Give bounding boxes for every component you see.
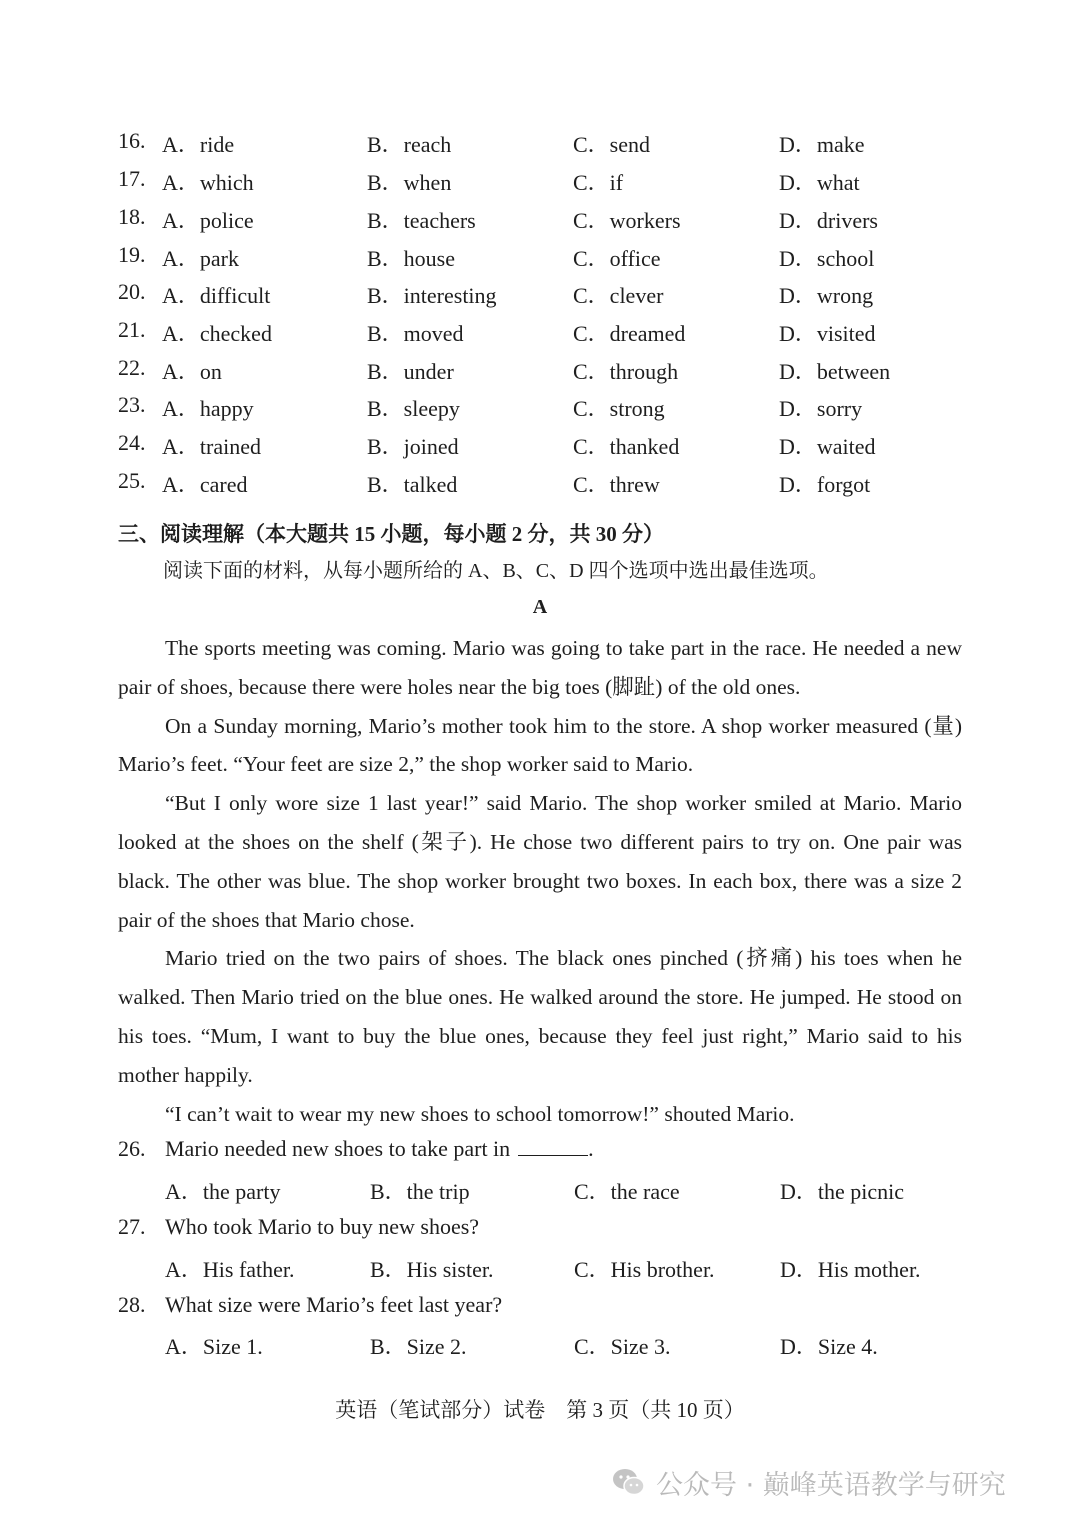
option-c: C．strong — [573, 396, 665, 421]
option-a: A．on — [162, 359, 222, 384]
option-d: D．His mother. — [780, 1257, 921, 1282]
option-a: A．happy — [162, 396, 254, 421]
wechat-icon — [612, 1467, 646, 1497]
option-c: C．if — [573, 170, 624, 195]
option-a: A．which — [162, 170, 254, 195]
option-b: B．Size 2. — [370, 1334, 467, 1359]
option-c: C．workers — [573, 208, 681, 233]
option-d: D．waited — [779, 434, 876, 459]
question-number: 17. — [118, 166, 146, 191]
question-number: 22. — [118, 355, 146, 380]
question-text: Mario needed new shoes to take part in — [165, 1136, 511, 1161]
option-b: B．moved — [367, 321, 464, 346]
question-number: 19. — [118, 242, 146, 267]
option-c: C．His brother. — [574, 1257, 715, 1282]
question-number: 16. — [118, 128, 146, 153]
passage-paragraph: Mario tried on the two pairs of shoes. The black ones pinched (挤痛) his toes when he walked. Then Mario tried on the blue ones. He walked around the store. He jumped. He stood on his toes. “Mum, I want to buy the blue ones, because they feel just right,” Mario said to his mother happily. — [118, 946, 962, 1087]
reading-passage — [118, 629, 962, 1133]
option-b: B．teachers — [367, 208, 476, 233]
option-a: A．park — [162, 246, 239, 271]
option-row — [0, 128, 1080, 166]
question-number: 20. — [118, 279, 146, 304]
option-row — [0, 355, 1080, 393]
option-a: A．ride — [162, 132, 235, 157]
option-c: C．dreamed — [573, 321, 686, 346]
option-row — [0, 242, 1080, 280]
question-number: 28. — [118, 1292, 146, 1317]
option-c: C．thanked — [573, 434, 680, 459]
option-d: D．make — [779, 132, 865, 157]
option-d: D．sorry — [779, 396, 863, 421]
question-number: 23. — [118, 392, 146, 417]
option-row — [0, 279, 1080, 317]
watermark-text: 公众号 · 巅峰英语教学与研究 — [656, 1469, 1006, 1501]
option-c: C．send — [573, 132, 651, 157]
option-b: B．when — [367, 170, 452, 195]
question-number: 26. — [118, 1136, 146, 1161]
option-d: D．between — [779, 359, 891, 384]
option-row — [0, 166, 1080, 204]
option-d: D．the picnic — [780, 1179, 905, 1204]
option-d: D．visited — [779, 321, 876, 346]
passage-paragraph: On a Sunday morning, Mario’s mother took him to the store. A shop worker measured (量) Mario’s feet. “Your feet are size 2,” the shop worker said to Mario. — [118, 713, 962, 777]
question-stem — [118, 1136, 594, 1162]
passage-paragraph: “But I only wore size 1 last year!” said Mario. The shop worker smiled at Mario. Mario looked at the shoes on the shelf (架子). He chose two different pairs to try on. One pair was black. The other was blue. The shop worker brought two boxes. In each box, there was a size 2 pair of the shoes that Mario chose. — [118, 791, 962, 932]
option-d: D．wrong — [779, 283, 874, 308]
option-d: D．forgot — [779, 472, 871, 497]
option-b: B．interesting — [367, 283, 497, 308]
option-row — [0, 392, 1080, 430]
passage-label: A — [532, 596, 548, 618]
page-footer: 英语（笔试部分）试卷 第 3 页（共 10 页） — [335, 1398, 745, 1422]
option-b: B．joined — [367, 434, 459, 459]
option-b: B．reach — [367, 132, 452, 157]
option-row — [0, 468, 1080, 506]
option-a: A．His father. — [165, 1257, 295, 1282]
watermark — [612, 1460, 1006, 1504]
option-a: A．trained — [162, 434, 261, 459]
passage-paragraph: The sports meeting was coming. Mario was going to take part in the race. He needed a new pair of shoes, because there were holes near the big toes (脚趾) of the old ones. — [118, 636, 962, 699]
question-number: 18. — [118, 204, 146, 229]
option-d: D．drivers — [779, 208, 878, 233]
option-a: A．checked — [162, 321, 272, 346]
question-stem — [118, 1292, 502, 1318]
option-d: D．Size 4. — [780, 1334, 878, 1359]
question-number: 27. — [118, 1214, 146, 1239]
option-a: A．difficult — [162, 283, 271, 308]
option-a: A．Size 1. — [165, 1334, 263, 1359]
option-row — [0, 317, 1080, 355]
question-number: 25. — [118, 468, 146, 493]
option-a: A．the party — [165, 1179, 281, 1204]
option-b: B．His sister. — [370, 1257, 494, 1282]
section-instruction: 阅读下面的材料，从每小题所给的 A、B、C、D 四个选项中选出最佳选项。 — [163, 560, 829, 582]
option-c: C．through — [573, 359, 679, 384]
option-c: C．the race — [574, 1179, 680, 1204]
option-b: B．the trip — [370, 1179, 470, 1204]
option-b: B．house — [367, 246, 456, 271]
option-a: A．cared — [162, 472, 248, 497]
option-a: A．police — [162, 208, 254, 233]
answer-blank — [518, 1155, 588, 1156]
question-text: Who took Mario to buy new shoes? — [165, 1214, 480, 1239]
option-row — [0, 204, 1080, 242]
option-b: B．talked — [367, 472, 458, 497]
passage-paragraph: “I can’t wait to wear my new shoes to school tomorrow!” shouted Mario. — [165, 1101, 795, 1126]
section-title: 三、阅读理解（本大题共 15 小题，每小题 2 分，共 30 分） — [118, 522, 664, 546]
option-c: C．threw — [573, 472, 660, 497]
question-number: 24. — [118, 430, 146, 455]
question-text: What size were Mario’s feet last year? — [165, 1292, 503, 1317]
option-c: C．clever — [573, 283, 664, 308]
option-d: D．what — [779, 170, 860, 195]
option-d: D．school — [779, 246, 875, 271]
option-c: C．Size 3. — [574, 1334, 671, 1359]
question-end: . — [588, 1136, 594, 1161]
question-number: 21. — [118, 317, 146, 342]
option-c: C．office — [573, 246, 661, 271]
option-b: B．sleepy — [367, 396, 460, 421]
option-row — [0, 430, 1080, 468]
option-b: B．under — [367, 359, 454, 384]
question-stem — [118, 1214, 479, 1240]
